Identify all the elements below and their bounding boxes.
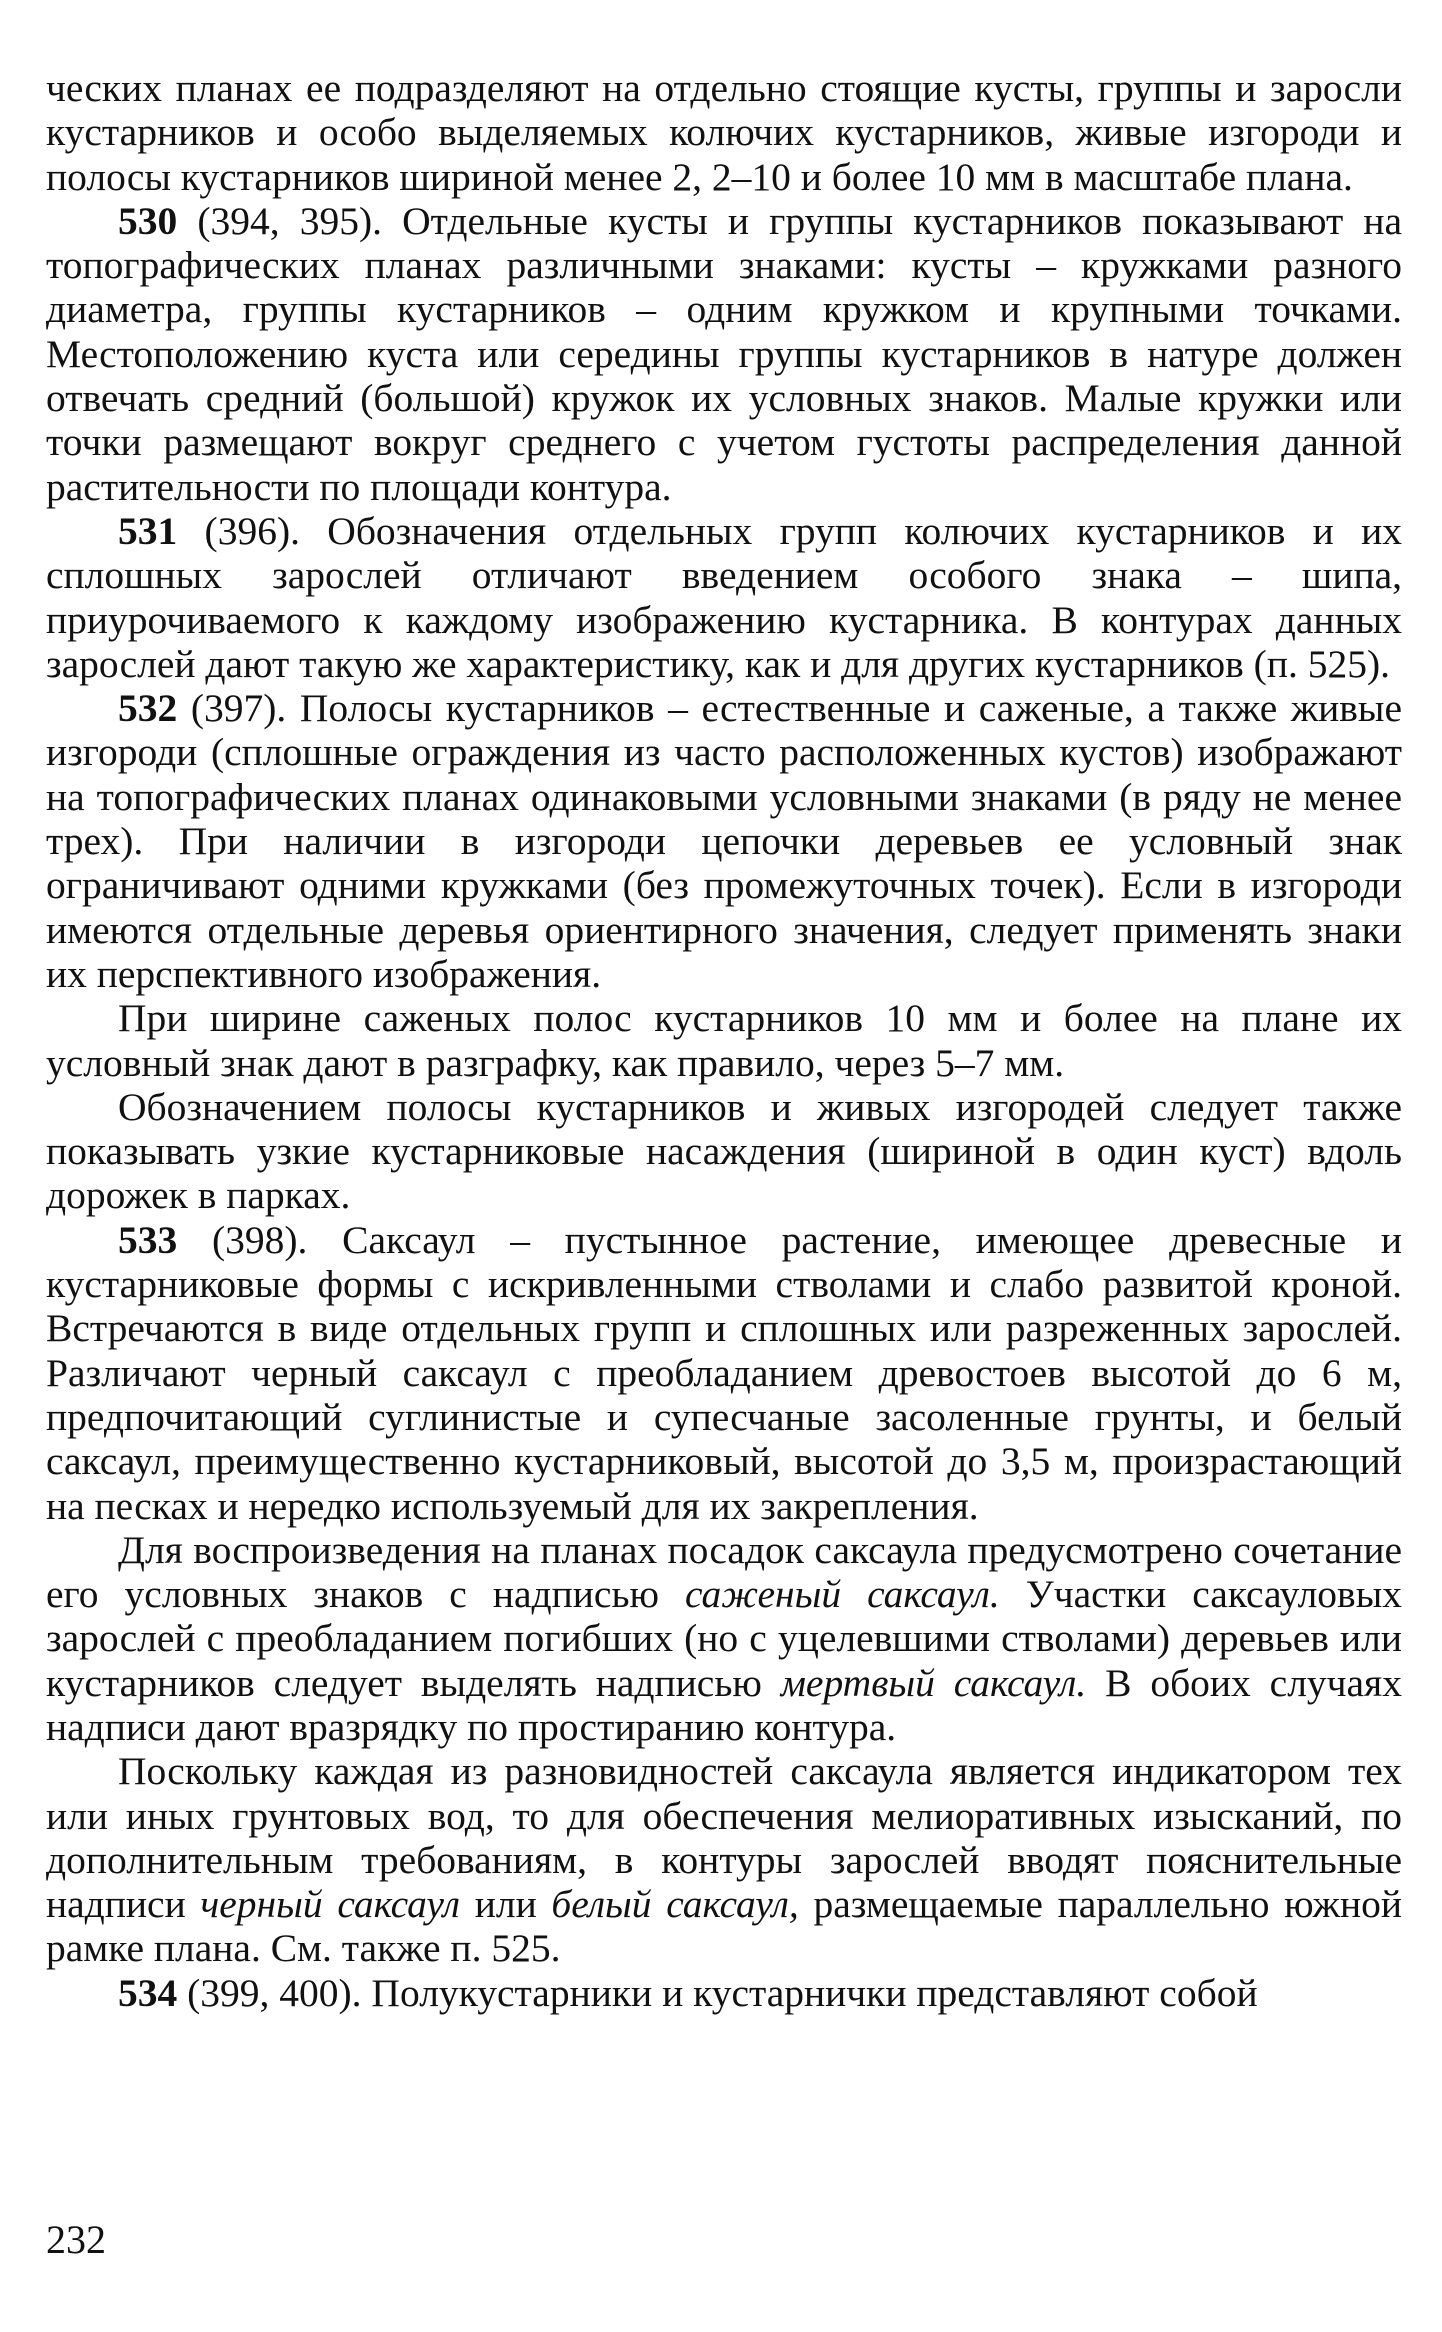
paragraph-intro: ческих планах ее подразделяют на отдельно стоящие кусты, группы и заросли кустарников и особо выделяемых колючих кустарников, живые изгороди и полосы кустарников шириной менее 2, 2–10 и более 10 мм в масштабе плана.: [46, 66, 1402, 199]
item-number: 530: [118, 198, 178, 243]
paragraph-533-b: [46, 1528, 1402, 1749]
paragraph-534: [46, 1971, 1402, 2015]
italic-inscription: мертвый саксаул.: [780, 1660, 1087, 1705]
paragraph-532-c: Обозначением полосы кустарников и живых изгородей следует также показывать узкие кустарниковые насаждения (шириной в один куст) вдоль дорожек в парках.: [46, 1084, 1402, 1218]
paragraph-body: (394, 395). Отдельные кусты и группы кустарников показывают на топографических планах различными знаками: кусты – кружками разного диаметра, группы кустарников – одним кружком и крупными точками. Местоположению куста или середины группы кустарников в натуре должен отвечать средний (большой) кружок их условных знаков. Малые кружки или точки размещают вокруг среднего с учетом густоты распределения данной растительности по площади контура.: [46, 198, 1402, 509]
paragraph-533-c: [46, 1749, 1402, 1970]
paragraph-530: [46, 199, 1402, 509]
paragraph-body: (396). Обозначения отдельных групп колючих кустарников и их сплошных зарослей отличают введением особого знака – шипа, приурочиваемого к каждому изображению кустарника. В контурах данных зарослей дают такую же характеристику, как и для других кустарников (п. 525).: [46, 508, 1402, 686]
item-number: 531: [118, 508, 178, 553]
paragraph-body: (398). Саксаул – пустынное растение, имеющее древесные и кустарниковые формы с искривленными стволами и слабо развитой кроной. Встречаются в виде отдельных групп и сплошных или разреженных зарослей. Различают черный саксаул с преобладанием древостоев высотой до 6 м, предпочитающий суглинистые и супесчаные засоленные грунты, и белый саксаул, преимущественно кустарниковый, высотой до 3,5 м, произрастающий на песках и нередко используемый для их закрепления.: [46, 1217, 1402, 1528]
italic-inscription: саженый саксаул.: [685, 1572, 1000, 1617]
paragraph-body: (399, 400). Полукустарники и кустарнички представляют собой: [177, 1970, 1258, 2015]
item-number: 532: [118, 686, 178, 731]
paragraph-body: (397). Полосы кустарников – естественные и саженые, а также живые изгороди (сплошные ограждения из часто расположенных кустов) изображают на топографических планах одинаковыми условными знаками (в ряду не менее трех). При наличии в изгороди цепочки деревьев ее условный знак ограничивают одними кружками (без промежуточных точек). Если в изгороди имеются отдельные деревья ориентирного значения, следует применять знаки их перспективного изображения.: [46, 686, 1402, 996]
italic-inscription: черный саксаул: [200, 1882, 461, 1927]
item-number: 534: [118, 1970, 178, 2015]
page-text: [46, 66, 1402, 2015]
paragraph-532-b: При ширине саженых полос кустарников 10 мм и более на плане их условный знак дают в разграфку, как правило, через 5–7 мм.: [46, 996, 1402, 1085]
paragraph-532: [46, 686, 1402, 996]
paragraph-body: В обоих случаях надписи дают вразрядку по простиранию контура.: [46, 1660, 1402, 1749]
paragraph-531: [46, 509, 1402, 686]
paragraph-body: или: [460, 1882, 552, 1927]
paragraph-body: размещаемые параллельно южной рамке плана. См. также п. 525.: [46, 1882, 1403, 1971]
paragraph-body: Для воспроизведения на планах посадок саксаула предусмотрено сочетание его условных знаков с надписью: [46, 1527, 1402, 1617]
paragraph-body: Поскольку каждая из разновидностей саксаула является индикатором тех или иных грунтовых вод, то для обеспечения мелиоративных изысканий, по дополнительным требованиям, в контуры зарослей вводят пояснительные надписи: [46, 1749, 1402, 1927]
page-number: 232: [46, 2217, 106, 2262]
italic-inscription: белый саксаул,: [551, 1882, 799, 1927]
item-number: 533: [118, 1217, 178, 1262]
paragraph-533: [46, 1218, 1402, 1528]
paragraph-body: Участки саксауловых зарослей с преобладанием погибших (но с уцелевшими стволами) деревьев или кустарников следует выделять надписью: [46, 1572, 1402, 1705]
